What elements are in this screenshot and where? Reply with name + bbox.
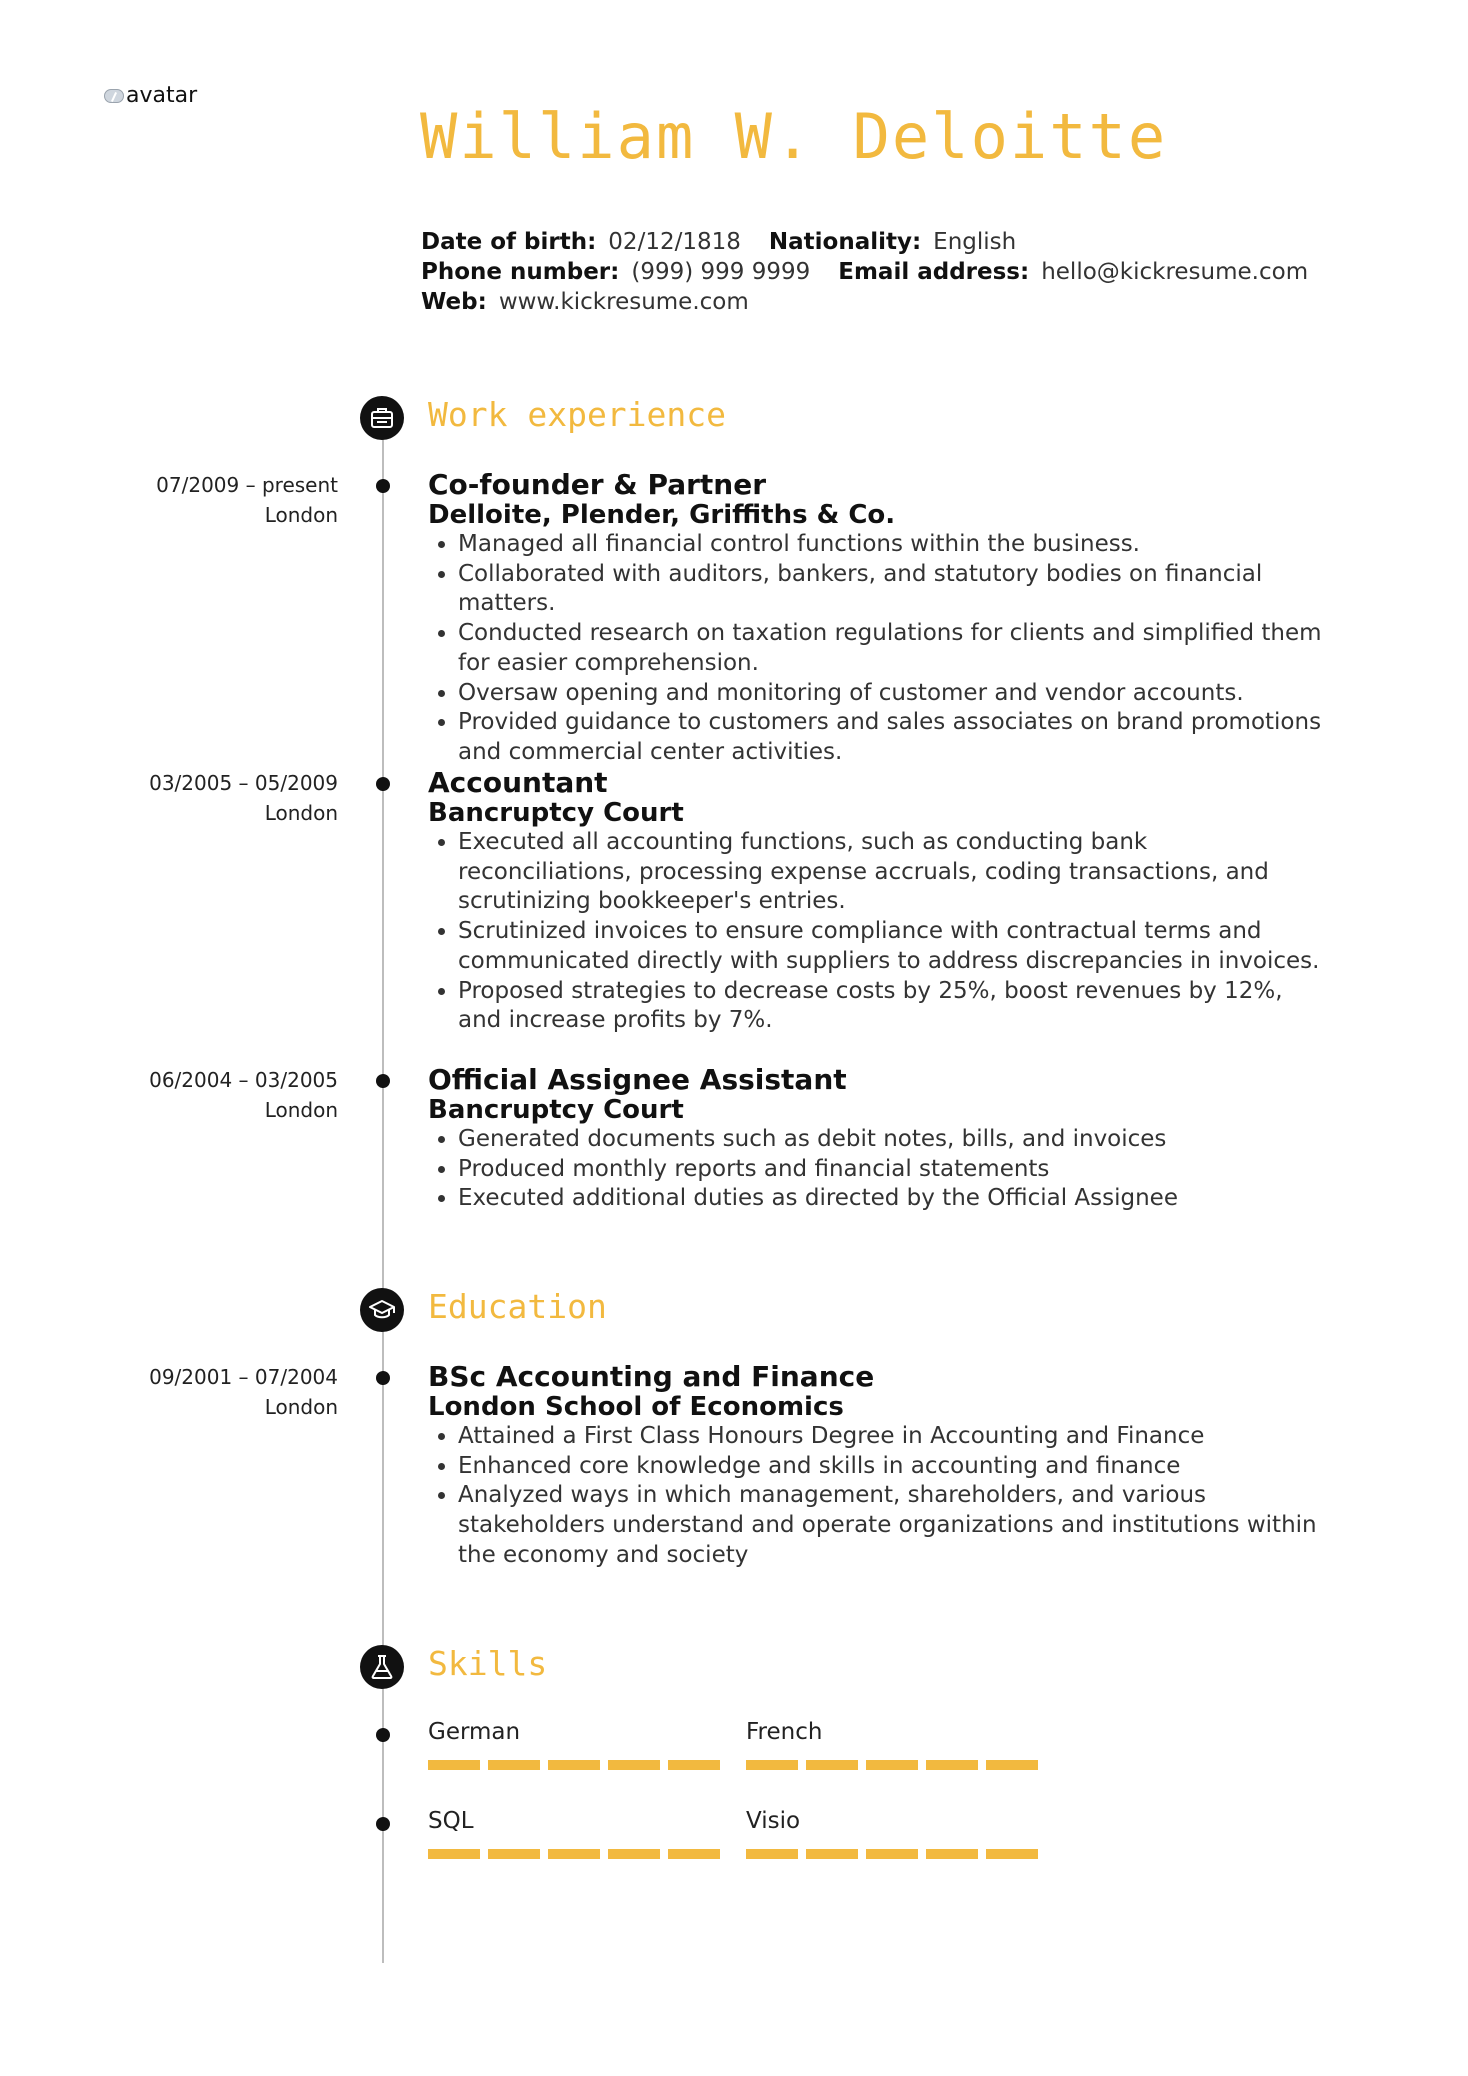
- skill-level-segment: [668, 1849, 720, 1859]
- entry-location: London: [264, 801, 338, 825]
- skill-level-segment: [746, 1760, 798, 1770]
- skill-level-segment: [608, 1760, 660, 1770]
- skill-level-segment: [806, 1849, 858, 1859]
- bullet: • Proposed strategies to decrease costs by 25%, boost revenues by 12%, and increase profits by 7%.: [458, 977, 1328, 1036]
- bullet: • Managed all financial control functions within the business.: [458, 530, 1328, 560]
- personal-info: [421, 227, 1336, 317]
- skill-level-segment: [866, 1760, 918, 1770]
- entry-organization: London School of Economics: [428, 1392, 844, 1422]
- nationality-value: English: [933, 229, 1017, 255]
- skill-name: French: [746, 1719, 823, 1745]
- entry-dates: 07/2009 – present: [156, 473, 338, 497]
- skill-level-segment: [608, 1849, 660, 1859]
- personal-row-2: [421, 257, 1336, 287]
- graduation-cap-icon: [360, 1288, 404, 1332]
- bullet: • Enhanced core knowledge and skills in accounting and finance: [458, 1452, 1328, 1482]
- skill-name: Visio: [746, 1808, 801, 1834]
- entry-dates: 06/2004 – 03/2005: [149, 1068, 338, 1092]
- entry-bullets: [428, 1422, 1328, 1571]
- email-label: Email address:: [838, 259, 1030, 285]
- bullet: • Executed additional duties as directed by the Official Assignee: [458, 1184, 1328, 1214]
- bullet: • Generated documents such as debit notes, bills, and invoices: [458, 1125, 1328, 1155]
- web-value[interactable]: www.kickresume.com: [498, 289, 749, 315]
- entry-title: Official Assignee Assistant: [428, 1063, 847, 1096]
- entry-title: Co-founder & Partner: [428, 468, 767, 501]
- education-entry-1: [428, 1362, 1328, 1571]
- skill-level-segment: [926, 1760, 978, 1770]
- timeline-dot: [376, 1074, 390, 1088]
- skill-item: [746, 1807, 1066, 1859]
- flask-icon: [360, 1645, 404, 1689]
- avatar-alt-text: avatar: [126, 82, 198, 108]
- work-entry-2: [428, 768, 1328, 1036]
- nationality-label: Nationality:: [768, 229, 922, 255]
- skill-level-segment: [746, 1849, 798, 1859]
- skill-item: [746, 1718, 1066, 1770]
- bullet: • Produced monthly reports and financial statements: [458, 1155, 1328, 1185]
- skill-item: [428, 1807, 748, 1859]
- bullet: • Provided guidance to customers and sales associates on brand promotions and commercial center activities.: [458, 708, 1328, 767]
- skill-level-segment: [428, 1760, 480, 1770]
- skill-level-segment: [668, 1760, 720, 1770]
- work-entry-2-meta: [149, 768, 338, 828]
- skill-level-segment: [548, 1760, 600, 1770]
- timeline-dot: [376, 1371, 390, 1385]
- bullet: • Scrutinized invoices to ensure compliance with contractual terms and communicated directly with suppliers to address discrepancies in invoices.: [458, 917, 1328, 976]
- dob-label: Date of birth:: [421, 229, 597, 255]
- bullet: • Executed all accounting functions, such as conducting bank reconciliations, processing expense accruals, coding transactions, and scrutinizing bookkeeper's entries.: [458, 828, 1328, 917]
- skill-name: SQL: [428, 1808, 474, 1834]
- web-label: Web:: [421, 289, 487, 315]
- skill-level-segment: [548, 1849, 600, 1859]
- phone-value: (999) 999 9999: [631, 259, 811, 285]
- skill-item: [428, 1718, 748, 1770]
- entry-dates: 03/2005 – 05/2009: [149, 771, 338, 795]
- timeline-dot: [376, 1817, 390, 1831]
- entry-title: Accountant: [428, 766, 608, 799]
- personal-row-3: [421, 287, 1336, 317]
- candidate-name: William W. Deloitte: [420, 100, 1168, 173]
- entry-location: London: [264, 503, 338, 527]
- skill-name: German: [428, 1719, 521, 1745]
- skill-level-segment: [926, 1849, 978, 1859]
- skill-level-segment: [488, 1849, 540, 1859]
- entry-bullets: [428, 530, 1328, 768]
- entry-title: BSc Accounting and Finance: [428, 1360, 875, 1393]
- skill-level-bar: [428, 1849, 748, 1859]
- section-title-education: Education: [428, 1287, 607, 1326]
- work-entry-3: [428, 1065, 1328, 1214]
- entry-location: London: [264, 1098, 338, 1122]
- section-title-work: Work experience: [428, 395, 727, 434]
- bullet: • Conducted research on taxation regulations for clients and simplified them for easier comprehension.: [458, 619, 1328, 678]
- entry-organization: Delloite, Plender, Griffiths & Co.: [428, 500, 896, 530]
- personal-row-1: [421, 227, 1336, 257]
- skill-level-segment: [428, 1849, 480, 1859]
- entry-organization: Bancruptcy Court: [428, 1095, 684, 1125]
- bullet: • Attained a First Class Honours Degree in Accounting and Finance: [458, 1422, 1328, 1452]
- phone-label: Phone number:: [421, 259, 620, 285]
- bullet: • Oversaw opening and monitoring of customer and vendor accounts.: [458, 679, 1328, 709]
- entry-location: London: [264, 1395, 338, 1419]
- education-entry-1-meta: [149, 1362, 338, 1422]
- timeline-dot: [376, 777, 390, 791]
- broken-image-icon: [104, 87, 124, 103]
- skill-level-segment: [488, 1760, 540, 1770]
- bullet: • Analyzed ways in which management, shareholders, and various stakeholders understand and operate organizations and institutions within the economy and society: [458, 1481, 1328, 1570]
- skill-level-segment: [986, 1760, 1038, 1770]
- avatar: [104, 80, 197, 110]
- work-entry-1-meta: [156, 470, 338, 530]
- timeline-dot: [376, 479, 390, 493]
- email-value[interactable]: hello@kickresume.com: [1041, 259, 1309, 285]
- entry-bullets: [428, 1125, 1328, 1214]
- skill-level-bar: [746, 1760, 1066, 1770]
- entry-organization: Bancruptcy Court: [428, 798, 684, 828]
- skill-level-segment: [806, 1760, 858, 1770]
- skill-level-segment: [866, 1849, 918, 1859]
- section-title-skills: Skills: [428, 1644, 548, 1683]
- timeline-dot: [376, 1728, 390, 1742]
- dob-value: 02/12/1818: [608, 229, 741, 255]
- briefcase-icon: [360, 396, 404, 440]
- skill-level-segment: [986, 1849, 1038, 1859]
- skill-level-bar: [746, 1849, 1066, 1859]
- entry-dates: 09/2001 – 07/2004: [149, 1365, 338, 1389]
- skill-level-bar: [428, 1760, 748, 1770]
- work-entry-3-meta: [149, 1065, 338, 1125]
- entry-bullets: [428, 828, 1328, 1036]
- bullet: • Collaborated with auditors, bankers, and statutory bodies on financial matters.: [458, 560, 1328, 619]
- work-entry-1: [428, 470, 1328, 768]
